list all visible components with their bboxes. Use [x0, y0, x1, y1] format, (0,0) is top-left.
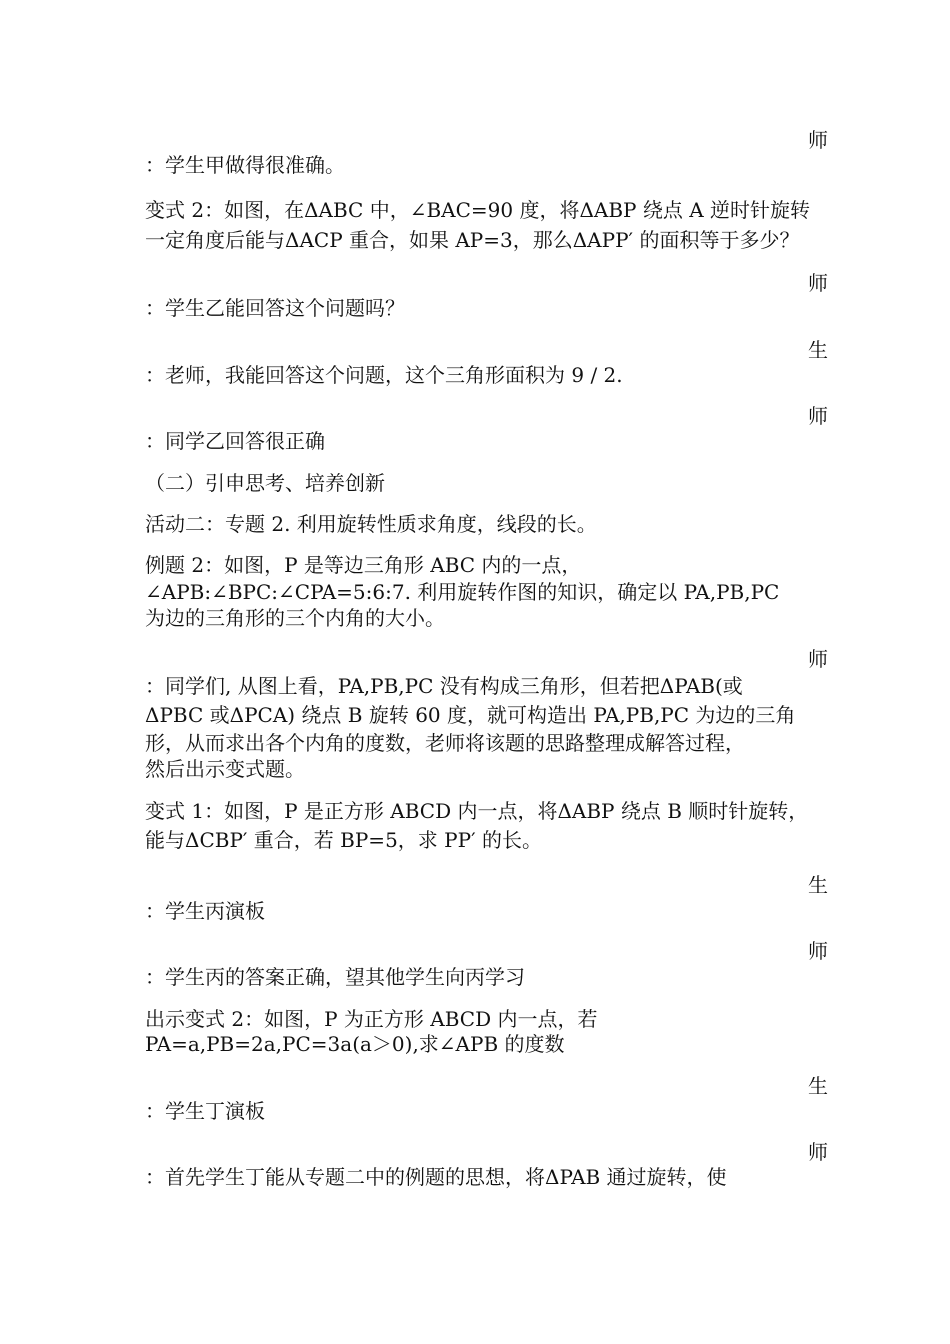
speaker-label: 师 — [808, 939, 828, 963]
speaker-label: 生 — [808, 873, 828, 897]
section-heading: （二）引申思考、培养创新 — [145, 471, 385, 495]
dialogue-line: ：学生丙演板 — [145, 899, 265, 923]
speaker-label: 师 — [808, 647, 828, 671]
dialogue-line: 形，从而求出各个内角的度数，老师将该题的思路整理成解答过程， — [145, 731, 745, 755]
paragraph-line: 变式 2：如图，在ΔABC 中，∠BAC=90 度，将ΔABP 绕点 A 逆时针旋转 — [145, 198, 811, 222]
speaker-label: 生 — [808, 1074, 828, 1098]
paragraph-line: 一定角度后能与ΔACP 重合，如果 AP=3，那么ΔAPP′ 的面积等于多少？ — [145, 228, 800, 252]
dialogue-line: ：学生丁演板 — [145, 1099, 265, 1123]
dialogue-line: ：首先学生丁能从专题二中的例题的思想，将ΔPAB 通过旋转，使 — [145, 1165, 727, 1189]
speaker-label: 师 — [808, 404, 828, 428]
paragraph-line: 出示变式 2：如图，P 为正方形 ABCD 内一点，若 — [145, 1007, 598, 1031]
paragraph-line: 活动二：专题 2. 利用旋转性质求角度，线段的长。 — [145, 512, 597, 536]
dialogue-line: ：同学们, 从图上看，PA,PB,PC 没有构成三角形，但若把ΔPAB(或 — [145, 674, 743, 698]
paragraph-line: 例题 2：如图，P 是等边三角形 ABC 内的一点， — [145, 553, 582, 577]
speaker-label: 生 — [808, 338, 828, 362]
speaker-label: 师 — [808, 271, 828, 295]
paragraph-line: 能与ΔCBP′ 重合，若 BP=5，求 PP′ 的长。 — [145, 828, 542, 852]
paragraph-line: 变式 1：如图，P 是正方形 ABCD 内一点，将ΔABP 绕点 B 顺时针旋转， — [145, 799, 809, 823]
dialogue-line: ΔPBC 或ΔPCA) 绕点 B 旋转 60 度，就可构造出 PA,PB,PC 为边的三角 — [145, 703, 796, 727]
dialogue-line: 然后出示变式题。 — [145, 757, 305, 781]
paragraph-line: 为边的三角形的三个内角的大小。 — [145, 606, 445, 630]
dialogue-line: ：学生乙能回答这个问题吗？ — [145, 296, 405, 320]
dialogue-line: ：同学乙回答很正确 — [145, 429, 325, 453]
dialogue-line: ：学生甲做得很准确。 — [145, 153, 345, 177]
speaker-label: 师 — [808, 1140, 828, 1164]
paragraph-line: PA=a,PB=2a,PC=3a(a＞0),求∠APB 的度数 — [145, 1032, 565, 1056]
dialogue-line: ：学生丙的答案正确，望其他学生向丙学习 — [145, 965, 525, 989]
paragraph-line: ∠APB:∠BPC:∠CPA=5:6:7. 利用旋转作图的知识，确定以 PA,PB,PC — [145, 580, 780, 604]
dialogue-line: ：老师，我能回答这个问题，这个三角形面积为 9 / 2. — [145, 363, 623, 387]
speaker-label: 师 — [808, 128, 828, 152]
